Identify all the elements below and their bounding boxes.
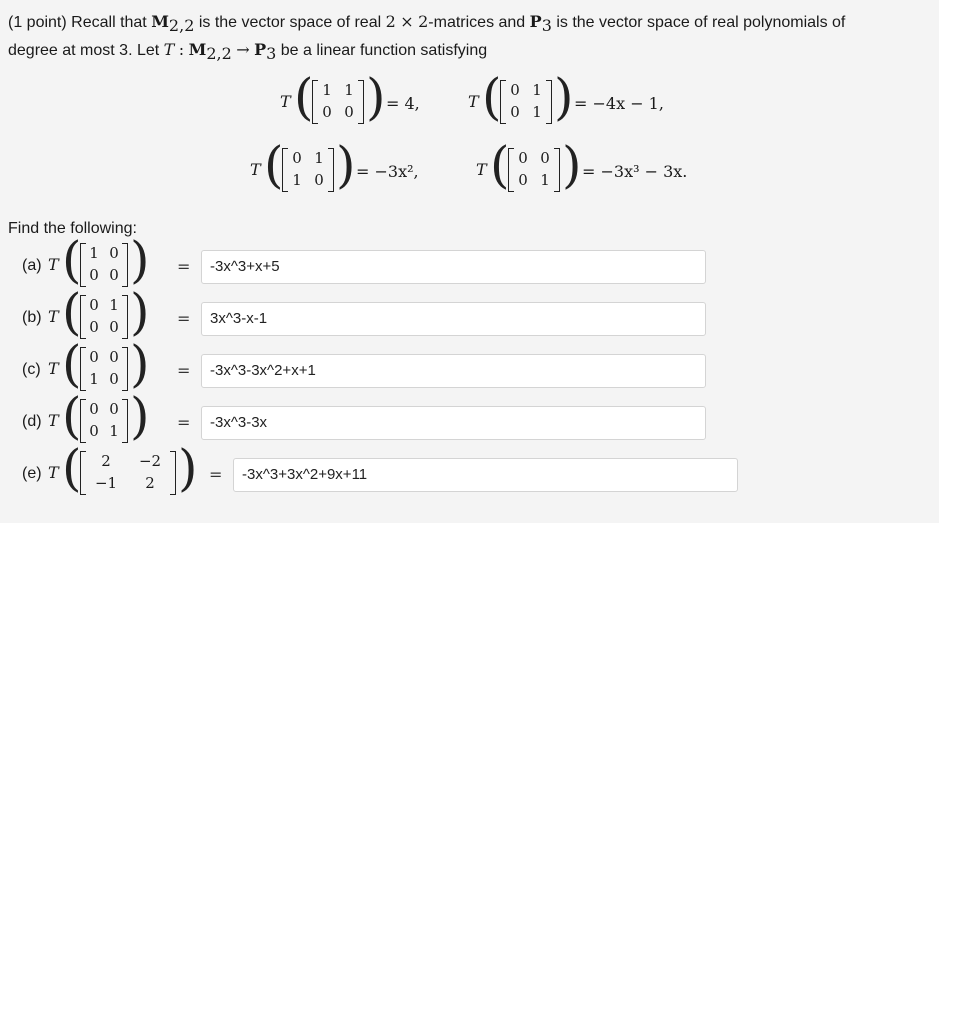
T-symbol: T xyxy=(476,160,487,179)
equals-sign: = xyxy=(177,309,191,328)
right-paren: ) xyxy=(336,136,356,194)
matrix-entry: 2 xyxy=(145,474,155,492)
matrix-entry: 0 xyxy=(109,348,119,366)
matrix-entry: 0 xyxy=(89,400,99,418)
matrix-entry: 0 xyxy=(109,266,119,284)
matrix-entry: 1 xyxy=(314,149,324,167)
matrix-entry: 1 xyxy=(109,422,119,440)
matrix-entry: 0 xyxy=(109,244,119,262)
matrix-entry: 0 xyxy=(540,149,550,167)
answer-input-d[interactable]: -3x^3-3x xyxy=(201,406,706,440)
matrix-entry: 1 xyxy=(89,244,99,262)
matrix-entry: 0 xyxy=(510,103,520,121)
problem-statement: (1 point) Recall that M2,2 is the vector space of real 2 × 2-matrices and P3 is the vector space of real polynomials of degree at most 3. Let T : M2,2 → P3 be a linear function satisfying xyxy=(8,12,846,63)
equals-sign: = xyxy=(177,257,191,276)
matrix-entry: 0 xyxy=(109,370,119,388)
matrix-entry: 1 xyxy=(532,81,542,99)
find-label: Find the following: xyxy=(8,220,137,237)
matrix-entry: 0 xyxy=(89,422,99,440)
matrix-entry: 1 xyxy=(89,370,99,388)
question-label: (a) xyxy=(22,257,42,274)
matrix-entry: 0 xyxy=(292,149,302,167)
left-paren: ( xyxy=(294,68,314,126)
left-paren: ( xyxy=(62,283,82,341)
answer-input-e[interactable]: -3x^3+3x^2+9x+11 xyxy=(233,458,738,492)
matrix-entry: 0 xyxy=(314,171,324,189)
matrix-entry: 0 xyxy=(89,296,99,314)
T-symbol: T xyxy=(468,92,479,111)
matrix xyxy=(80,295,128,339)
T-symbol: T xyxy=(48,463,59,482)
question-label: (c) xyxy=(22,361,41,378)
matrix-entry: 0 xyxy=(322,103,332,121)
matrix-entry: 1 xyxy=(109,296,119,314)
matrix-entry: 1 xyxy=(532,103,542,121)
matrix-entry: 1 xyxy=(292,171,302,189)
matrix xyxy=(80,451,176,495)
problem-panel xyxy=(0,0,939,523)
right-paren: ) xyxy=(130,387,150,445)
left-paren: ( xyxy=(62,439,82,497)
left-paren: ( xyxy=(62,387,82,445)
T-symbol: T xyxy=(280,92,291,111)
given-result: = −3x³ − 3x. xyxy=(582,162,688,181)
matrix xyxy=(500,80,552,124)
matrix-entry: 0 xyxy=(89,318,99,336)
matrix xyxy=(508,148,560,192)
answer-input-c[interactable]: -3x^3-3x^2+x+1 xyxy=(201,354,706,388)
matrix-entry: 0 xyxy=(518,149,528,167)
matrix xyxy=(312,80,364,124)
right-paren: ) xyxy=(130,283,150,341)
right-paren: ) xyxy=(366,68,386,126)
matrix-entry: 0 xyxy=(518,171,528,189)
matrix-entry: 1 xyxy=(344,81,354,99)
answer-input-b[interactable]: 3x^3-x-1 xyxy=(201,302,706,336)
equals-sign: = xyxy=(209,465,223,484)
matrix-entry: 0 xyxy=(89,348,99,366)
right-paren: ) xyxy=(554,68,574,126)
matrix-entry: −2 xyxy=(138,452,162,470)
T-symbol: T xyxy=(48,359,59,378)
question-label: (d) xyxy=(22,413,42,430)
matrix xyxy=(80,347,128,391)
matrix-entry: −1 xyxy=(94,474,118,492)
left-paren: ( xyxy=(490,136,510,194)
T-symbol: T xyxy=(48,411,59,430)
matrix xyxy=(80,243,128,287)
given-result: = −4x − 1, xyxy=(574,94,664,113)
left-paren: ( xyxy=(264,136,284,194)
question-label: (b) xyxy=(22,309,42,326)
right-paren: ) xyxy=(130,335,150,393)
matrix-entry: 1 xyxy=(540,171,550,189)
matrix xyxy=(80,399,128,443)
left-paren: ( xyxy=(62,335,82,393)
right-paren: ) xyxy=(178,439,198,497)
given-result: = −3x², xyxy=(356,162,419,181)
T-symbol: T xyxy=(48,307,59,326)
left-paren: ( xyxy=(482,68,502,126)
right-paren: ) xyxy=(130,231,150,289)
matrix-entry: 1 xyxy=(322,81,332,99)
equals-sign: = xyxy=(177,413,191,432)
right-paren: ) xyxy=(562,136,582,194)
matrix-entry: 0 xyxy=(109,318,119,336)
left-paren: ( xyxy=(62,231,82,289)
matrix xyxy=(282,148,334,192)
matrix-entry: 0 xyxy=(510,81,520,99)
T-symbol: T xyxy=(250,160,261,179)
matrix-entry: 0 xyxy=(109,400,119,418)
matrix-entry: 2 xyxy=(101,452,111,470)
equals-sign: = xyxy=(177,361,191,380)
matrix-entry: 0 xyxy=(89,266,99,284)
answer-input-a[interactable]: -3x^3+x+5 xyxy=(201,250,706,284)
question-label: (e) xyxy=(22,465,42,482)
T-symbol: T xyxy=(48,255,59,274)
matrix-entry: 0 xyxy=(344,103,354,121)
given-result: = 4, xyxy=(386,94,420,113)
